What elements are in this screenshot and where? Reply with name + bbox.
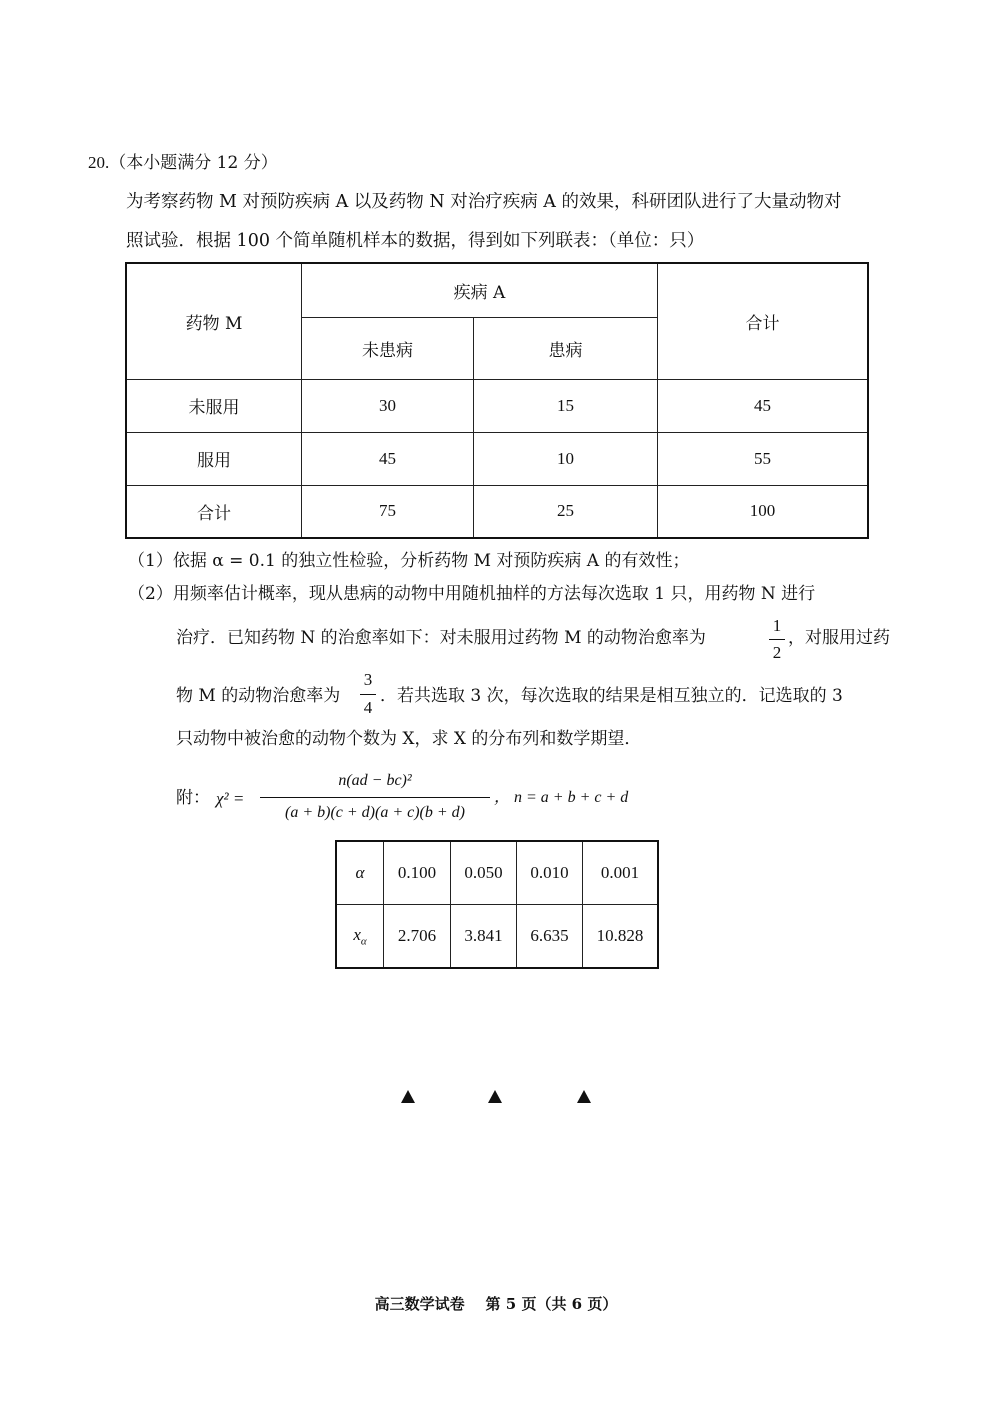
problem-intro-line2: 照试验．根据 100 个简单随机样本的数据，得到如下列联表：（单位：只）: [126, 231, 705, 251]
fraction-three-quarters: [360, 670, 376, 718]
page-footer: 高三数学试卷 第 5 页（共 6 页）: [374, 1295, 618, 1313]
end-mark-triangle-icon: [401, 1090, 415, 1103]
cell-not-sick: 75: [302, 485, 474, 538]
chi-square-numerator: n(ad − bc)²: [338, 772, 412, 789]
fraction-denominator: 2: [772, 643, 782, 662]
appendix-label: 附：: [176, 788, 210, 808]
question-2-line2b: ，对服用过药: [788, 628, 890, 648]
question-2-line3b: ．若共选取 3 次，每次选取的结果是相互独立的．记选取的 3: [380, 686, 843, 706]
table-row: [126, 432, 868, 485]
question-2-line1: （2）用频率估计概率，现从患病的动物中用随机抽样的方法每次选取 1 只，用药物 N 进行: [128, 584, 816, 604]
critical-value: 6.635: [517, 905, 583, 969]
chi-square-lhs: χ² =: [216, 789, 245, 808]
critical-value: 3.841: [451, 905, 517, 969]
row-label: 未服用: [126, 379, 302, 432]
fraction-numerator: 1: [772, 616, 782, 635]
fraction-one-half: [769, 616, 785, 662]
x-alpha-symbol: x: [353, 924, 361, 944]
fraction-denominator: 4: [363, 698, 373, 717]
end-mark-triangle-icon: [577, 1090, 591, 1103]
chi-square-denominator: (a + b)(c + d)(a + c)(b + d): [284, 804, 465, 821]
critical-value-table: [335, 840, 659, 969]
question-2-line3a: 物 M 的动物治愈率为: [176, 686, 341, 706]
alpha-value: 0.050: [451, 841, 517, 905]
cell-not-sick: 45: [302, 432, 474, 485]
table-row: [126, 379, 868, 432]
cell-total: 45: [658, 379, 869, 432]
n-definition: ， n = a + b + c + d: [494, 789, 629, 806]
row-label: 服用: [126, 432, 302, 485]
chi-square-fraction: [260, 770, 490, 828]
critical-value: 2.706: [384, 905, 451, 969]
contingency-table: [125, 262, 869, 539]
col-header-sick: 患病: [474, 317, 658, 379]
alpha-value: 0.010: [517, 841, 583, 905]
table-row: [126, 485, 868, 538]
problem-points: （本小题满分 12 分）: [109, 153, 278, 173]
problem-number: 20.: [88, 153, 110, 172]
question-1: （1）依据 α = 0.1 的独立性检验，分析药物 M 对预防疾病 A 的有效性；: [128, 551, 690, 571]
alpha-header: α: [336, 841, 384, 905]
x-alpha-header: [336, 905, 384, 969]
question-2-line2a: 治疗．已知药物 N 的治愈率如下：对未服用过药物 M 的动物治愈率为: [176, 628, 706, 648]
row-header-drug-m: 药物 M: [126, 263, 302, 379]
cell-total: 55: [658, 432, 869, 485]
alpha-value: 0.100: [384, 841, 451, 905]
cell-sick: 15: [474, 379, 658, 432]
problem-intro-line1: 为考察药物 M 对预防疾病 A 以及药物 N 对治疗疾病 A 的效果，科研团队进行了大量动物对: [126, 192, 842, 212]
question-2-line4: 只动物中被治愈的动物个数为 X，求 X 的分布列和数学期望．: [176, 729, 642, 749]
critical-value: 10.828: [583, 905, 659, 969]
table-row: [336, 841, 658, 905]
col-header-total: 合计: [658, 263, 869, 379]
end-mark-triangle-icon: [488, 1090, 502, 1103]
row-label: 合计: [126, 485, 302, 538]
cell-sick: 25: [474, 485, 658, 538]
alpha-value: 0.001: [583, 841, 659, 905]
problem-header: [88, 154, 278, 172]
col-header-not-sick: 未患病: [302, 317, 474, 379]
cell-total: 100: [658, 485, 869, 538]
cell-sick: 10: [474, 432, 658, 485]
x-alpha-subscript: α: [360, 935, 367, 948]
table-row: [336, 905, 658, 969]
fraction-numerator: 3: [363, 670, 373, 689]
cell-not-sick: 30: [302, 379, 474, 432]
group-header-disease-a: 疾病 A: [302, 263, 658, 317]
